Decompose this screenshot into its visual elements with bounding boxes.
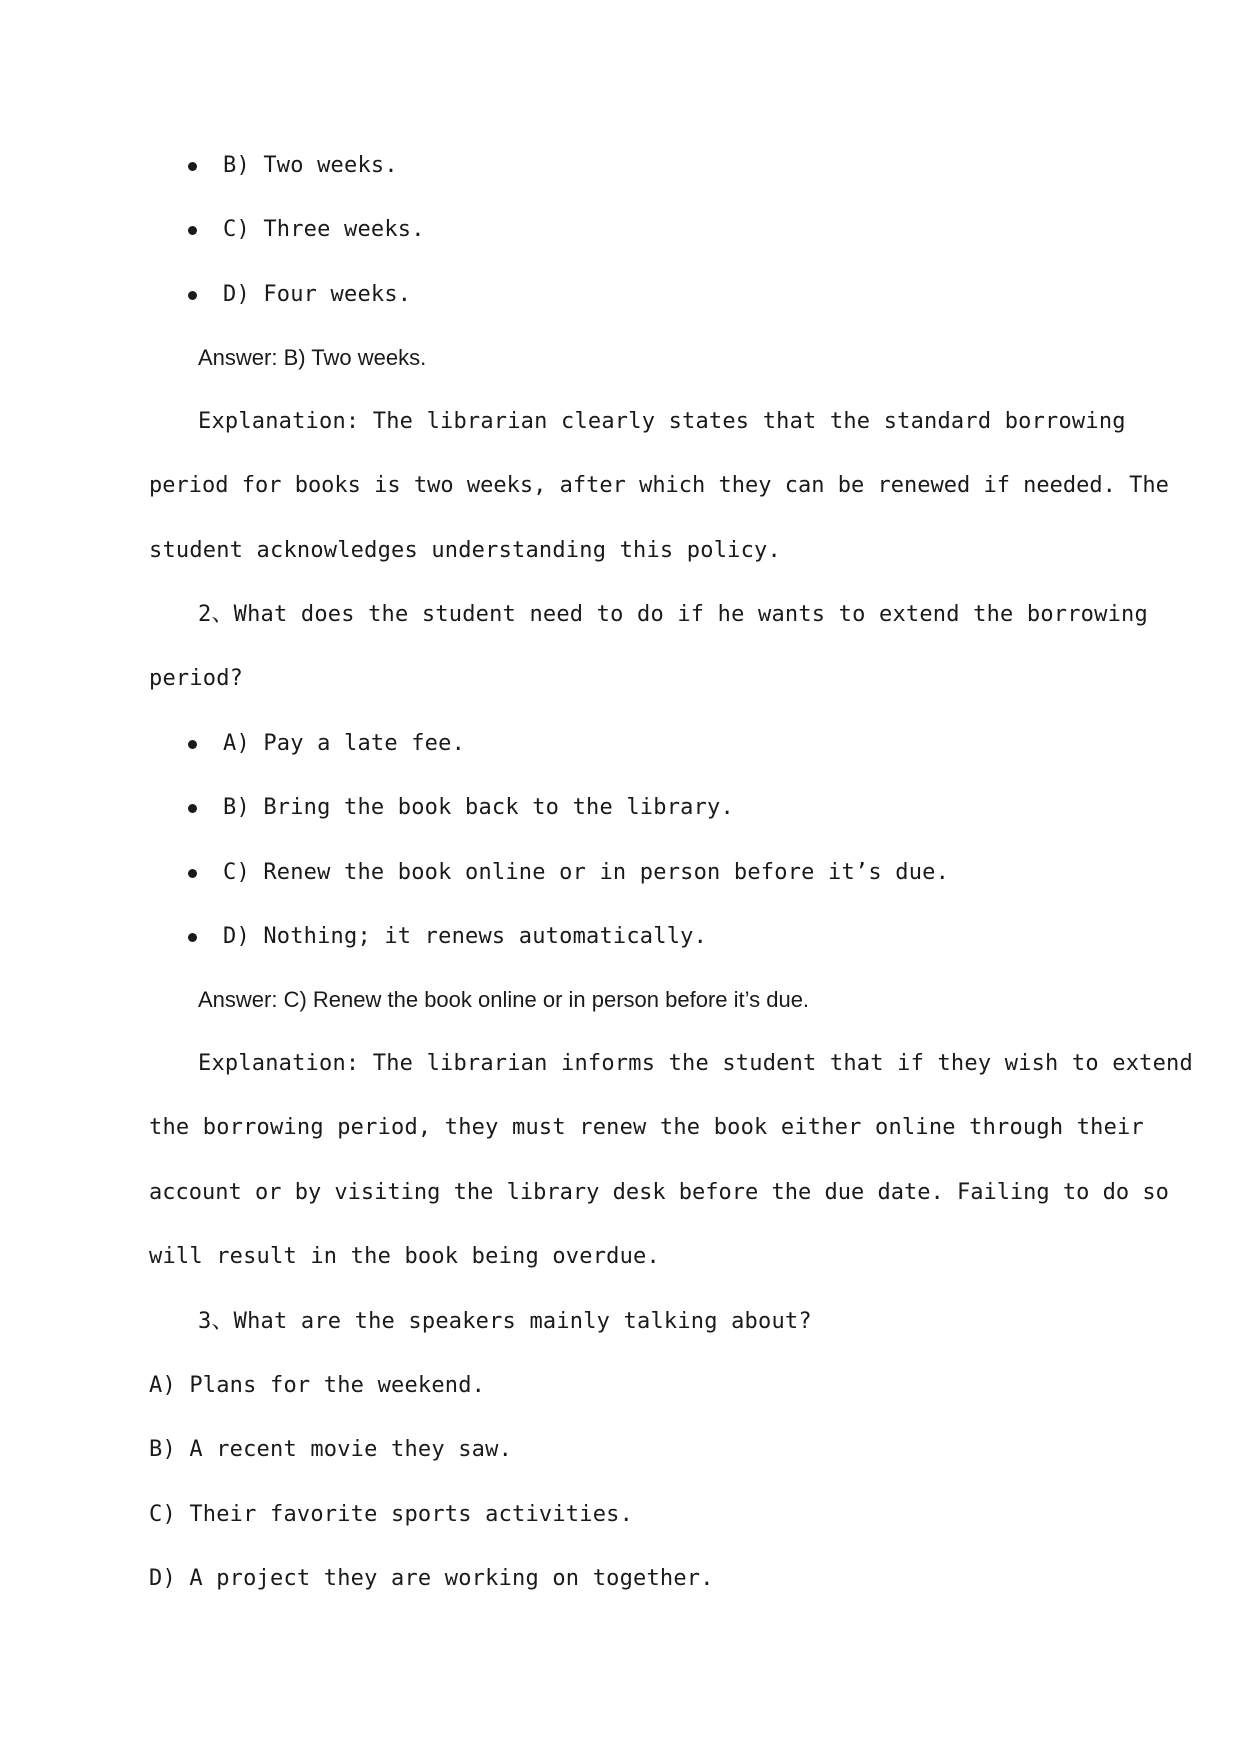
- q3-option-c: C) Their favorite sports activities.: [149, 1502, 634, 1527]
- q1-explanation-line: period for books is two weeks, after which they can be renewed if needed. The: [149, 473, 1169, 498]
- q2-option-b: B) Bring the book back to the library.: [223, 795, 734, 820]
- q1-option-c: C) Three weeks.: [223, 217, 425, 242]
- q2-explanation-line: account or by visiting the library desk before the due date. Failing to do so: [149, 1180, 1169, 1205]
- q2-explanation-line: Explanation: The librarian informs the student that if they wish to extend: [198, 1051, 1193, 1076]
- q2-option-a: A) Pay a late fee.: [223, 731, 466, 756]
- q3-option-d: D) A project they are working on together.: [149, 1566, 714, 1591]
- q1-option-d: D) Four weeks.: [223, 282, 412, 307]
- q1-answer: Answer: B) Two weeks.: [198, 345, 427, 370]
- bullet-icon: [188, 291, 197, 300]
- q2-answer: Answer: C) Renew the book online or in person before it’s due.: [198, 987, 810, 1012]
- bullet-icon: [188, 226, 197, 235]
- q1-explanation-line: student acknowledges understanding this policy.: [149, 538, 781, 563]
- q1-explanation-line: Explanation: The librarian clearly states that the standard borrowing: [198, 409, 1126, 434]
- q2-option-d: D) Nothing; it renews automatically.: [223, 924, 708, 949]
- bullet-icon: [188, 869, 197, 878]
- q2-explanation-line: the borrowing period, they must renew the book either online through their: [149, 1115, 1144, 1140]
- bullet-icon: [188, 740, 197, 749]
- q3-option-b: B) A recent movie they saw.: [149, 1437, 513, 1462]
- q2-question: period?: [149, 666, 244, 691]
- q3-option-a: A) Plans for the weekend.: [149, 1373, 486, 1398]
- bullet-icon: [188, 162, 197, 171]
- bullet-icon: [188, 933, 197, 942]
- q1-option-b: B) Two weeks.: [223, 153, 398, 178]
- q2-option-c: C) Renew the book online or in person before it’s due.: [223, 860, 950, 885]
- q3-question: 3、What are the speakers mainly talking about?: [198, 1309, 812, 1334]
- bullet-icon: [188, 804, 197, 813]
- q2-question: 2、What does the student need to do if he wants to extend the borrowing: [198, 602, 1148, 627]
- q2-explanation-line: will result in the book being overdue.: [149, 1244, 660, 1269]
